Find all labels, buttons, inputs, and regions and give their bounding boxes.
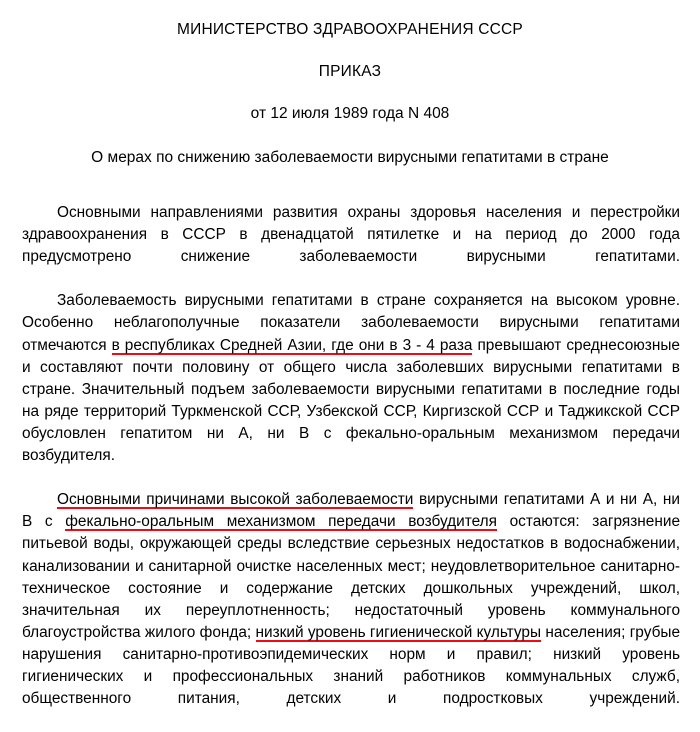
document-type-label: ПРИКАЗ bbox=[318, 63, 382, 80]
paragraph-text: населения; грубые нарушения санитарно-противоэпидемических норм и правил; низкий уровень гигиенических и профессиональных знаний работников коммунальных служб, общественного питания, детских и подростковых учреждений. bbox=[22, 623, 680, 708]
ministry-title: МИНИСТЕРСТВО ЗДРАВООХРАНЕНИЯ СССР bbox=[177, 21, 523, 38]
document-body bbox=[0, 202, 700, 732]
paragraph-text: превышают среднесоюзные и составляют почти половину от общего числа заболевших вирусными гепатитами в стране. Значительный подъем заболеваемости вирусными гепатитами в последние годы на ряде территорий Туркменской ССР, Узбекской ССР, Киргизской ССР и Таджикской ССР обусловлен гепатитом ни А, ни В с фекально-оральным механизмом передачи возбудителя. bbox=[22, 336, 680, 465]
red-underline-highlight: низкий уровень гигиенической культуры bbox=[255, 623, 542, 641]
document-date-number: от 12 июля 1989 года N 408 bbox=[250, 105, 450, 122]
document-header bbox=[0, 0, 700, 168]
paragraph-text: Заболеваемость вирусными гепатитами в стране сохраняется на высоком уровне. Особенно неблагополучные показатели заболеваемости вирусными гепатитами отмечаются bbox=[22, 292, 680, 354]
red-underline-highlight: Основными причинами высокой заболеваемости bbox=[57, 491, 414, 509]
paragraph-text: вирусными гепатитами А и ни А, ни В с bbox=[22, 491, 681, 531]
body-paragraph bbox=[22, 489, 680, 732]
paragraph-text: остаются: загрязнение питьевой воды, окружающей среды вследствие серьезных недостатков в водоснабжении, канализовании и санитарной очистке населенных мест; неудовлетворительное санитарно-техническое состояние и содержание детских дошкольных учреждений, школ, значительная их переуплотненность; недостаточный уровень коммунального благоустройства жилого фонда; bbox=[22, 513, 681, 641]
document-subject: О мерах по снижению заболеваемости вирусными гепатитами в стране bbox=[91, 149, 609, 166]
body-paragraph bbox=[22, 290, 680, 489]
red-underline-highlight: в республиках Средней Азии, где они в 3 - 4 раза bbox=[111, 336, 473, 354]
body-paragraph bbox=[22, 202, 680, 290]
red-underline-highlight: фекально-оральным механизмом передачи возбудителя bbox=[65, 513, 497, 531]
paragraph-text: Основными направлениями развития охраны здоровья населения и перестройки здравоохранения в СССР в двенадцатой пятилетке и на период до 2000 года предусмотрено снижение заболеваемости вирусными гепатитами. bbox=[22, 204, 680, 266]
